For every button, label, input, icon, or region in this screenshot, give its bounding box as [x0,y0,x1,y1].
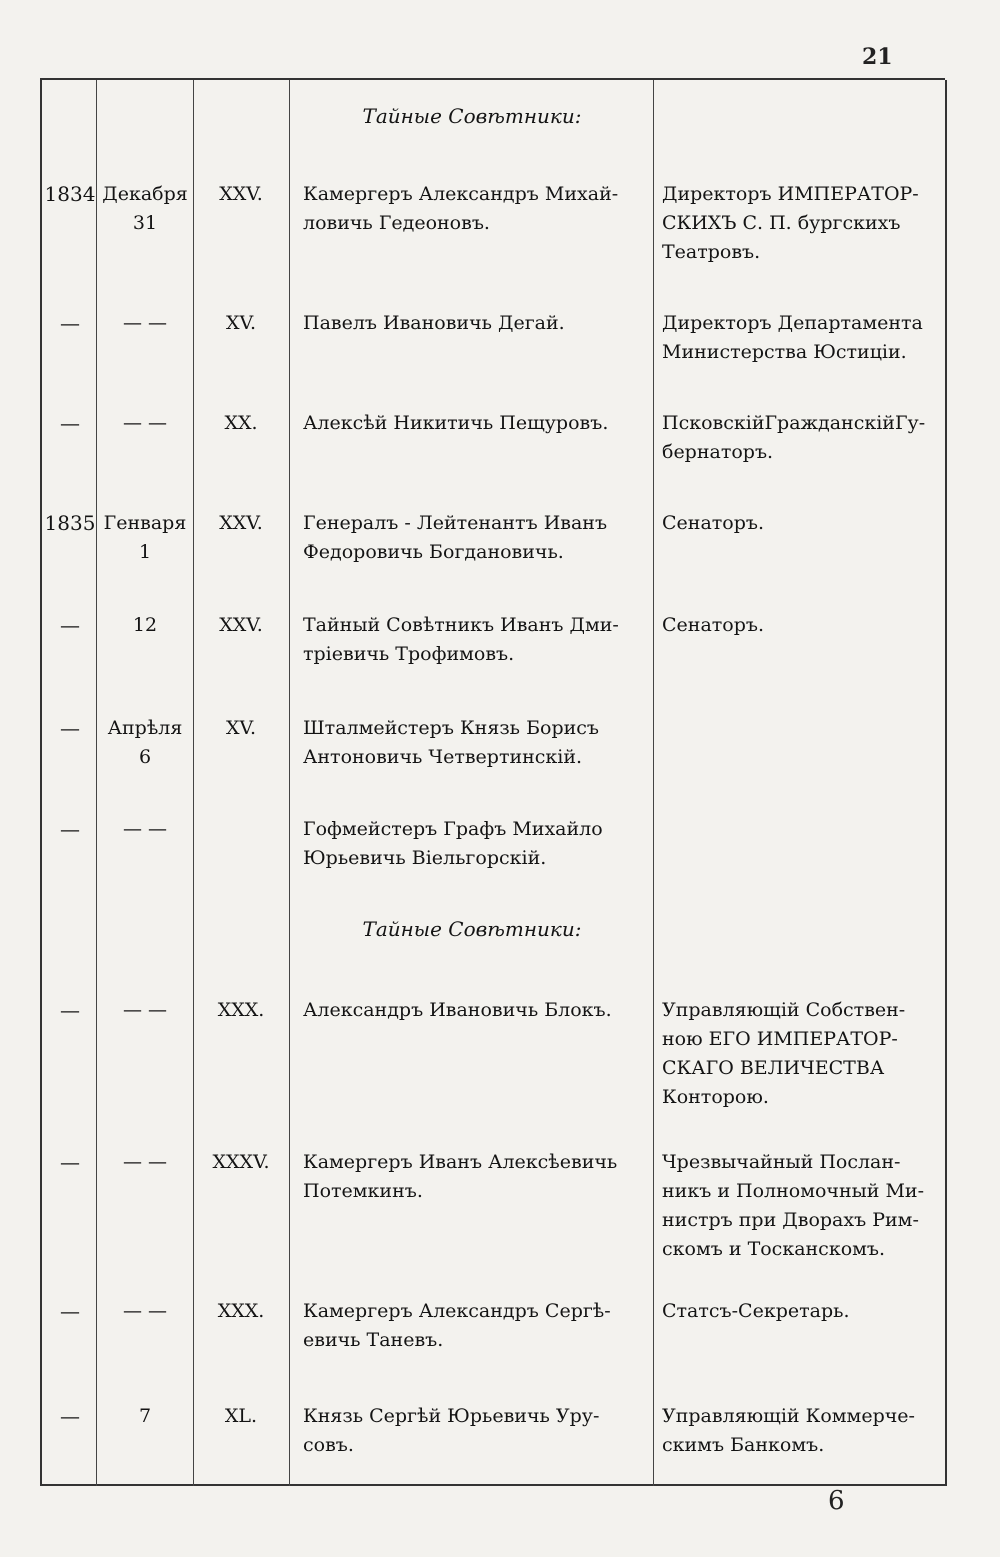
month-day-cell [99,409,191,438]
name-cell [303,1402,638,1460]
roman-numeral-cell: XXX. [217,1300,265,1322]
position-cell [662,1402,937,1460]
year-cell: — [60,716,80,740]
roman-numeral-cell: XV. [226,717,256,739]
month-day-cell [99,996,191,1025]
month-day-cell [99,509,191,567]
roman-numeral-cell: XXX. [217,999,265,1021]
position-cell [662,409,937,467]
position-cell-line: ною ЕГО ИМПЕРАТОР- [662,1028,898,1050]
name-cell [303,309,638,338]
year-cell: — [60,1299,80,1323]
name-cell [303,409,638,438]
year-cell: 1835 [44,511,96,535]
month-day-cell-line: — — [122,818,168,840]
section-heading-1: Тайные Совѣтники: [362,104,582,128]
name-cell-line: Камергеръ Александръ Сергѣ- [303,1300,611,1322]
month-day-cell [99,180,191,238]
name-cell-line: Генералъ - Лейтенантъ Иванъ [303,512,608,534]
month-day-cell-line: Декабря [102,183,188,205]
name-cell [303,509,638,567]
position-cell [662,309,937,367]
column-divider-4 [653,80,654,1486]
position-cell [662,1297,937,1326]
name-cell-line: Князь Сергѣй Юрьевичь Уру- [303,1405,600,1427]
month-day-cell-line: Генваря [103,512,187,534]
month-day-cell-line: 12 [132,614,158,636]
name-cell [303,1148,638,1206]
month-day-cell-line: — — [122,312,168,334]
month-day-cell [99,1402,191,1431]
name-cell-line: Александръ Ивановичь Блокъ. [303,999,612,1021]
position-cell-line: СКИХЪ С. П. бургскихъ [662,212,901,234]
month-day-cell-line: — — [122,1300,168,1322]
roman-numeral-cell: XXXV. [212,1151,270,1173]
month-day-cell-line: 1 [138,541,152,563]
name-cell-line: Федоровичь Богдановичь. [303,541,564,563]
year-cell: — [60,817,80,841]
name-cell-line: Антоновичь Четвертинскій. [303,746,583,768]
position-cell-line: Директоръ ИМПЕРАТОР- [662,183,919,205]
year-cell: — [60,311,80,335]
position-cell-line: скомъ и Тосканскомъ. [662,1238,886,1260]
section-heading-2: Тайные Совѣтники: [362,917,582,941]
name-cell-line: Алексѣй Никитичь Пещуровъ. [303,412,609,434]
month-day-cell-line: — — [122,412,168,434]
name-cell [303,815,638,873]
month-day-cell-line: 31 [132,212,158,234]
month-day-cell-line: Апрѣля [107,717,183,739]
name-cell-line: Гофмейстеръ Графъ Михайло [303,818,603,840]
table-frame [40,80,947,1486]
month-day-cell [99,1297,191,1326]
name-cell [303,611,638,669]
position-cell [662,996,937,1112]
month-day-cell-line: 6 [138,746,152,768]
name-cell [303,1297,638,1355]
position-cell-line: Статсъ-Секретарь. [662,1300,850,1322]
roman-numeral-cell: XX. [224,412,258,434]
name-cell-line: Тайный Совѣтникъ Иванъ Дми- [303,614,619,636]
name-cell-line: Камергеръ Александръ Михай- [303,183,619,205]
position-cell-line: Сенаторъ. [662,614,765,636]
name-cell-line: евичь Таневъ. [303,1329,444,1351]
month-day-cell [99,1148,191,1177]
name-cell-line: тріевичь Трофимовъ. [303,643,515,665]
position-cell-line: Управляющій Коммерче- [662,1405,915,1427]
position-cell-line: Управляющій Собствен- [662,999,906,1021]
roman-numeral-cell: XXV. [219,512,263,534]
column-divider-2 [193,80,194,1486]
month-day-cell-line: 7 [138,1405,152,1427]
month-day-cell-line: — — [122,1151,168,1173]
position-cell-line: нистръ при Дворахъ Рим- [662,1209,919,1231]
month-day-cell [99,714,191,772]
name-cell [303,714,638,772]
year-cell: — [60,1404,80,1428]
name-cell [303,996,638,1025]
name-cell-line: Юрьевичь Віельгорскій. [303,847,547,869]
name-cell-line: Потемкинъ. [303,1180,423,1202]
position-cell [662,509,937,538]
position-cell-line: Министерства Юстиціи. [662,341,907,363]
position-cell-line: Сенаторъ. [662,512,765,534]
position-cell-line: скимъ Банкомъ. [662,1434,825,1456]
roman-numeral-cell: XXV. [219,614,263,636]
month-day-cell [99,611,191,640]
position-cell-line: Чрезвычайный Послан- [662,1151,901,1173]
position-cell-line: Директоръ Департамента [662,312,923,334]
column-divider-1 [96,80,97,1486]
position-cell [662,180,937,267]
year-cell: — [60,411,80,435]
position-cell-line: Конторою. [662,1086,769,1108]
name-cell-line: Павелъ Ивановичь Дегай. [303,312,565,334]
name-cell-line: совъ. [303,1434,354,1456]
year-cell: 1834 [44,182,96,206]
position-cell-line: ПсковскійГражданскійГу- [662,412,926,434]
roman-numeral-cell: XV. [226,312,256,334]
position-cell [662,611,937,640]
year-cell: — [60,998,80,1022]
position-cell [662,1148,937,1264]
name-cell-line: ловичь Гедеоновъ. [303,212,490,234]
name-cell [303,180,638,238]
column-divider-3 [289,80,290,1486]
position-cell-line: СКАГО ВЕЛИЧЕСТВА [662,1057,885,1079]
roman-numeral-cell: XL. [224,1405,258,1427]
name-cell-line: Шталмейстеръ Князь Борисъ [303,717,600,739]
position-cell-line: никъ и Полномочный Ми- [662,1180,925,1202]
position-cell-line: бернаторъ. [662,441,774,463]
roman-numeral-cell: XXV. [219,183,263,205]
position-cell-line: Театровъ. [662,241,761,263]
page-number-top: 21 [862,44,893,70]
month-day-cell-line: — — [122,999,168,1021]
month-day-cell [99,815,191,844]
page-number-bottom: 6 [828,1486,845,1516]
month-day-cell [99,309,191,338]
name-cell-line: Камергеръ Иванъ Алексѣевичь [303,1151,618,1173]
year-cell: — [60,613,80,637]
year-cell: — [60,1150,80,1174]
